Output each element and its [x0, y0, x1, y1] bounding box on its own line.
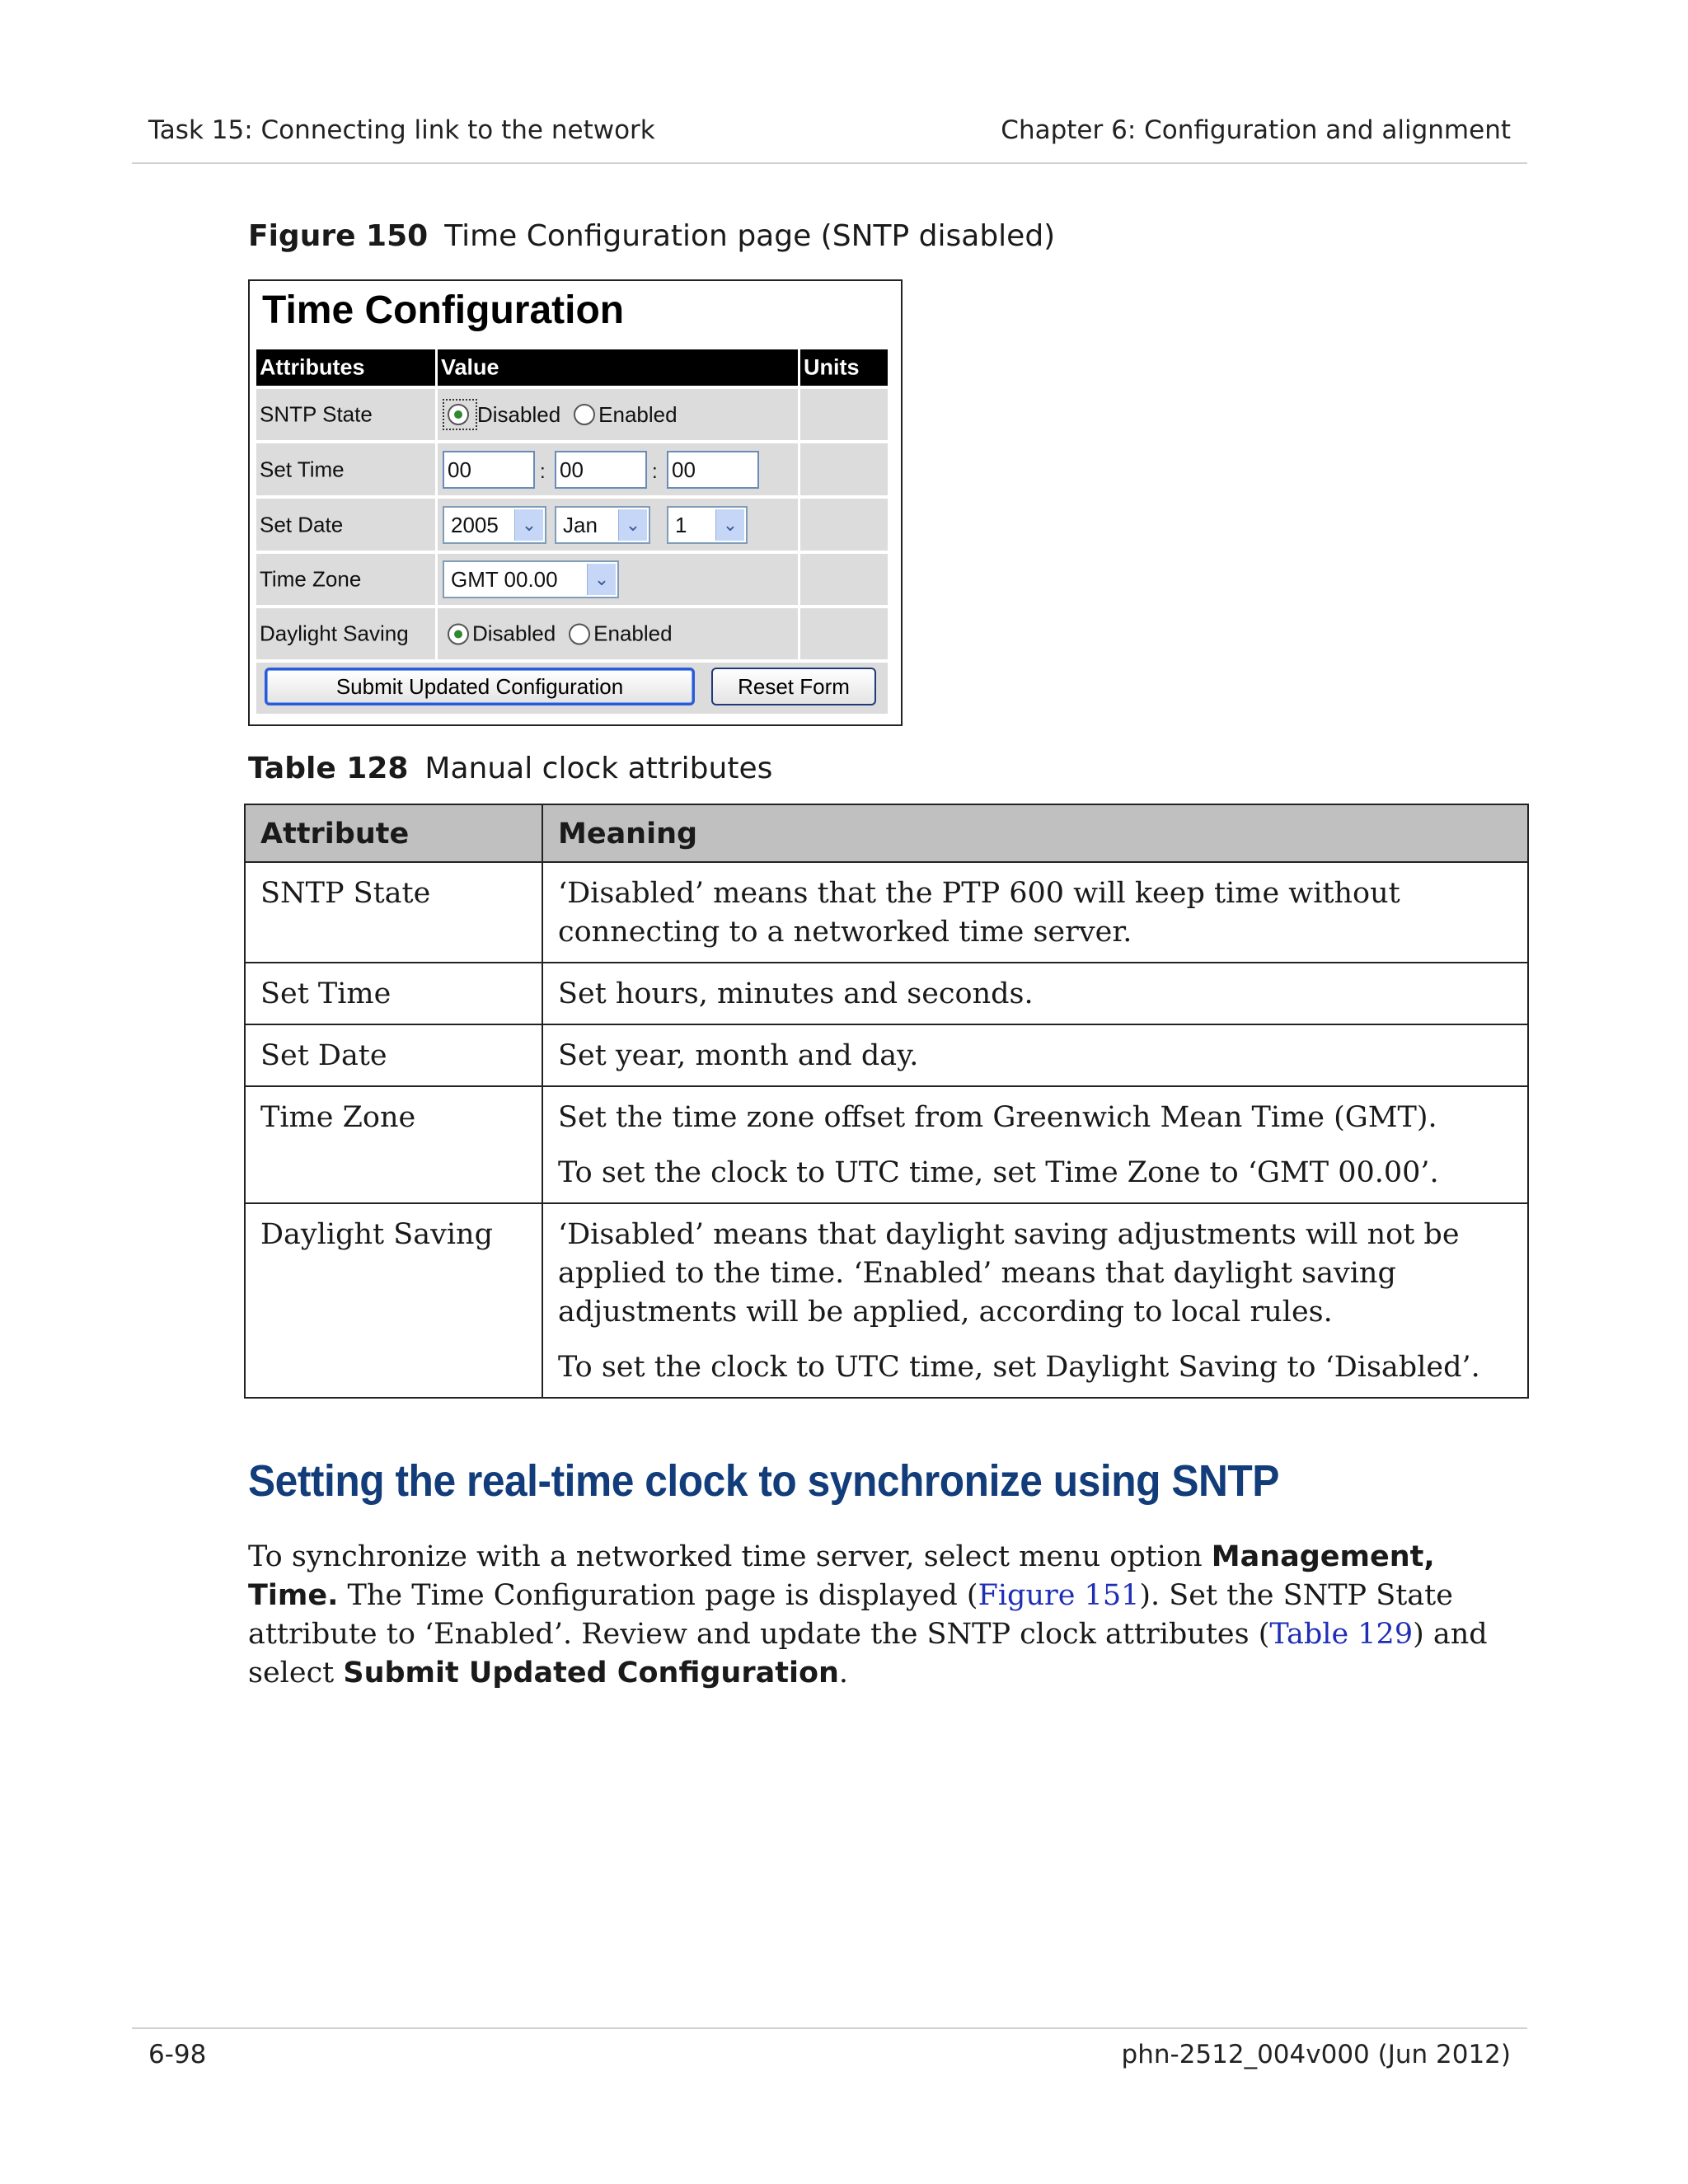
col-header-value: Value	[438, 349, 798, 386]
meaning-cell: ‘Disabled’ means that daylight saving adjustments will not be applied to the time. ‘Enabled’ means that daylight saving adjustments will be applied, according to local rules. To set the clock to UTC time, set Daylight Saving to ‘Disabled’.	[542, 1203, 1528, 1398]
form-header-row	[256, 349, 888, 386]
sntp-disabled-label: Disabled	[477, 401, 561, 427]
table-row	[245, 862, 1528, 963]
time-zone-label: Time Zone	[260, 566, 362, 592]
table-header-row	[245, 804, 1528, 862]
attribute-cell: Daylight Saving	[245, 1203, 542, 1398]
minutes-input[interactable]: 00	[555, 451, 647, 489]
form-button-row	[256, 663, 888, 714]
meaning-cell: Set hours, minutes and seconds.	[542, 963, 1528, 1024]
col-header-attributes: Attributes	[256, 349, 435, 386]
page-footer	[148, 2040, 1511, 2069]
screen-title: Time Configuration	[262, 288, 625, 332]
chevron-down-icon: ⌄	[514, 509, 543, 541]
chevron-down-icon: ⌄	[618, 509, 647, 541]
attribute-cell: Time Zone	[245, 1086, 542, 1203]
figure-caption-text: Time Configuration page (SNTP disabled)	[444, 219, 1056, 253]
page-number: 6-98	[148, 2040, 207, 2069]
attribute-cell: Set Time	[245, 963, 542, 1024]
meaning-cell: Set year, month and day.	[542, 1024, 1528, 1086]
sntp-state-row	[256, 389, 888, 440]
table-row	[245, 1203, 1528, 1398]
day-select[interactable]: 1 ⌄	[667, 506, 748, 544]
submit-configuration-button[interactable]: Submit Updated Configuration	[265, 668, 695, 705]
figure-151-link[interactable]: Figure 151	[978, 1579, 1140, 1612]
daylight-saving-label: Daylight Saving	[260, 621, 409, 646]
chevron-down-icon: ⌄	[715, 509, 744, 541]
seconds-input[interactable]: 00	[667, 451, 759, 489]
reset-form-button[interactable]: Reset Form	[711, 668, 876, 705]
document-id: phn-2512_004v000 (Jun 2012)	[1121, 2040, 1511, 2069]
time-zone-select[interactable]: GMT 00.00 ⌄	[443, 560, 619, 598]
menu-option-emphasis: Management, Time.	[248, 1540, 1435, 1612]
set-date-row	[256, 499, 888, 551]
daylight-enabled-radio[interactable]	[569, 623, 590, 644]
time-separator: :	[540, 460, 546, 483]
attribute-cell: SNTP State	[245, 862, 542, 963]
daylight-disabled-label: Disabled	[472, 621, 556, 646]
attribute-cell: Set Date	[245, 1024, 542, 1086]
time-zone-row	[256, 554, 888, 605]
set-time-row	[256, 443, 888, 495]
col-header-meaning: Meaning	[542, 804, 1528, 862]
header-divider	[132, 162, 1527, 164]
header-chapter-title: Chapter 6: Configuration and alignment	[1001, 115, 1511, 145]
daylight-disabled-radio[interactable]	[448, 623, 469, 644]
table-row	[245, 963, 1528, 1024]
table-caption-text: Manual clock attributes	[424, 752, 773, 785]
table-129-link[interactable]: Table 129	[1269, 1618, 1414, 1651]
year-select[interactable]: 2005 ⌄	[443, 506, 546, 544]
hours-input[interactable]: 00	[443, 451, 535, 489]
table-caption	[248, 752, 772, 785]
daylight-saving-row	[256, 608, 888, 659]
figure-label: Figure 150	[248, 219, 429, 253]
page-header	[132, 115, 1511, 148]
header-section-title: Task 15: Connecting link to the network	[148, 115, 655, 145]
body-paragraph: To synchronize with a networked time server, select menu option Management, Time. The Time Configuration page is displayed (Figure 151). Set the SNTP State attribute to ‘Enabled’. Review and update the SNTP clock attributes (Table 129) and select Submit Updated Configuration.	[248, 1540, 1488, 1690]
table-row	[245, 1024, 1528, 1086]
footer-divider	[132, 2027, 1527, 2029]
submit-emphasis: Submit Updated Configuration	[343, 1657, 839, 1690]
time-configuration-screenshot	[248, 279, 903, 726]
sntp-enabled-label: Enabled	[598, 401, 678, 427]
sntp-disabled-radio[interactable]	[448, 404, 469, 425]
time-separator: :	[652, 460, 658, 483]
month-select[interactable]: Jan ⌄	[555, 506, 650, 544]
figure-caption	[248, 219, 1055, 253]
col-header-attribute: Attribute	[245, 804, 542, 862]
sntp-state-label: SNTP State	[260, 401, 373, 427]
chevron-down-icon: ⌄	[587, 564, 616, 595]
table-row	[245, 1086, 1528, 1203]
table-label: Table 128	[248, 752, 409, 785]
daylight-enabled-label: Enabled	[593, 621, 673, 646]
set-date-label: Set Date	[260, 512, 344, 537]
section-heading: Setting the real-time clock to synchronize using SNTP	[248, 1456, 1279, 1506]
col-header-units: Units	[800, 349, 888, 386]
set-time-label: Set Time	[260, 457, 345, 481]
meaning-cell: Set the time zone offset from Greenwich Mean Time (GMT). To set the clock to UTC time, set Time Zone to ‘GMT 00.00’.	[542, 1086, 1528, 1203]
sntp-enabled-radio[interactable]	[574, 404, 595, 425]
meaning-cell: ‘Disabled’ means that the PTP 600 will keep time without connecting to a networked time server.	[542, 862, 1528, 963]
manual-clock-attributes-table	[244, 804, 1529, 1399]
